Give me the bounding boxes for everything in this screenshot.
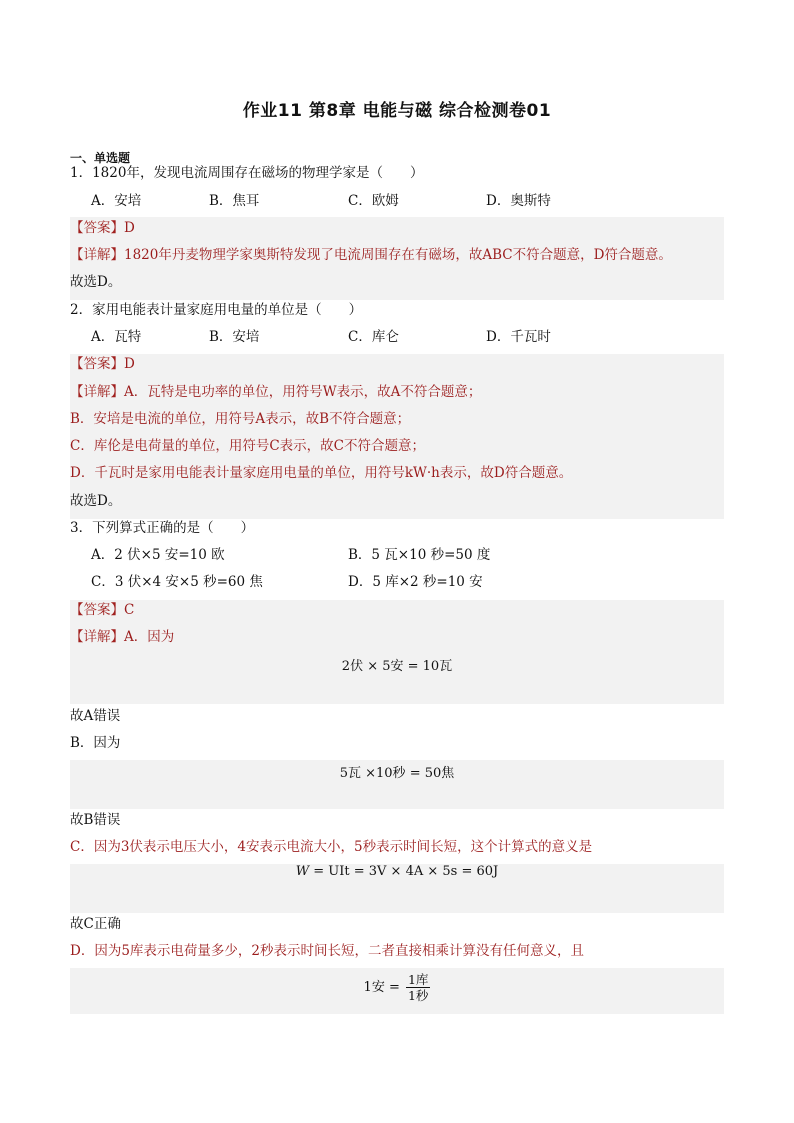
q3-result-a: 故A错误 <box>70 708 121 724</box>
q3-result-b: 故B错误 <box>70 812 121 828</box>
q3-detail-d: D．因为5库表示电荷量多少，2秒表示时间长短，二者直接相乘计算没有任何意义，且 <box>70 943 585 959</box>
q2-detail-a <box>70 382 724 402</box>
answer-tag: 【答案】 <box>70 602 124 618</box>
detail-tag: 【详解】 <box>70 247 124 263</box>
q3-eq-d-numerator: 1库 <box>407 972 429 987</box>
q2-answer <box>70 354 724 374</box>
q2-option-c: C．库仑 <box>348 329 399 345</box>
q2-option-b: B．安培 <box>209 329 260 345</box>
q3-answer-value: C <box>124 602 135 618</box>
q2-option-a: A．瓦特 <box>91 329 142 345</box>
q3-equation-c <box>70 864 724 879</box>
q3-eq-c-rhs: = 3V × 4A × 5s = 60J <box>353 864 499 879</box>
q1-option-c: C．欧姆 <box>348 193 399 209</box>
q1-detail <box>70 245 724 265</box>
q1-option-b: B．焦耳 <box>209 193 260 209</box>
q2-detail-d: D．千瓦时是家用电能表计量家庭用电量的单位，用符号kW·h表示，故D符合题意。 <box>70 465 573 481</box>
q1-stem: 1．1820年，发现电流周围存在磁场的物理学家是（ ） <box>70 165 424 181</box>
q3-equation-a: 2伏 × 5安 = 10瓦 <box>341 659 453 674</box>
q2-detail-a-text: A．瓦特是电功率的单位，用符号W表示，故A不符合题意； <box>124 384 482 400</box>
q3-eq-c-mid: = UIt <box>313 864 350 879</box>
q3-eq-d-fraction <box>406 972 430 1003</box>
q3-eq-d-denominator: 1秒 <box>407 988 429 1003</box>
q3-detail-a-text: A．因为 <box>124 629 175 645</box>
q1-answer-value: D <box>124 220 135 236</box>
q3-answer <box>70 600 724 620</box>
page-title: 作业11 第8章 电能与磁 综合检测卷01 <box>242 101 552 121</box>
q3-result-c: 故C正确 <box>70 916 121 932</box>
answer-tag: 【答案】 <box>70 220 124 236</box>
q1-conclusion: 故选D。 <box>70 274 122 290</box>
detail-tag: 【详解】 <box>70 384 124 400</box>
q3-eq-d-lhs: 1安 = <box>363 980 400 995</box>
q1-detail-text: 1820年丹麦物理学家奥斯特发现了电流周围存在有磁场，故ABC不符合题意，D符合题意。 <box>124 247 672 263</box>
q3-detail-a <box>70 627 724 647</box>
q1-option-a: A．安培 <box>91 193 142 209</box>
q2-option-d: D．千瓦时 <box>486 329 551 345</box>
detail-tag: 【详解】 <box>70 629 124 645</box>
q3-equation-d <box>70 972 724 1003</box>
q3-detail-b: B．因为 <box>70 735 121 751</box>
answer-tag: 【答案】 <box>70 356 124 372</box>
q3-eq-c-lhs: W <box>295 864 310 879</box>
section-heading: 一、单选题 <box>70 151 131 165</box>
q2-detail-c: C．库伦是电荷量的单位，用符号C表示，故C不符合题意； <box>70 438 425 454</box>
q3-stem: 3．下列算式正确的是（ ） <box>70 520 255 536</box>
q3-detail-c: C．因为3伏表示电压大小，4安表示电流大小，5秒表示时间长短，这个计算式的意义是 <box>70 839 593 855</box>
q3-option-d: D．5 库×2 秒=10 安 <box>348 574 483 590</box>
q2-stem: 2．家用电能表计量家庭用电量的单位是（ ） <box>70 302 363 318</box>
q2-answer-value: D <box>124 356 135 372</box>
q2-detail-b: B．安培是电流的单位，用符号A表示，故B不符合题意； <box>70 411 411 427</box>
q2-conclusion: 故选D。 <box>70 493 122 509</box>
q1-answer <box>70 218 724 238</box>
q3-option-a: A．2 伏×5 安=10 欧 <box>91 547 225 563</box>
q3-option-b: B．5 瓦×10 秒=50 度 <box>348 547 491 563</box>
q1-option-d: D．奥斯特 <box>486 193 551 209</box>
q3-equation-b: 5瓦 ×10秒 = 50焦 <box>339 766 455 781</box>
q3-option-c: C．3 伏×4 安×5 秒=60 焦 <box>91 574 263 590</box>
